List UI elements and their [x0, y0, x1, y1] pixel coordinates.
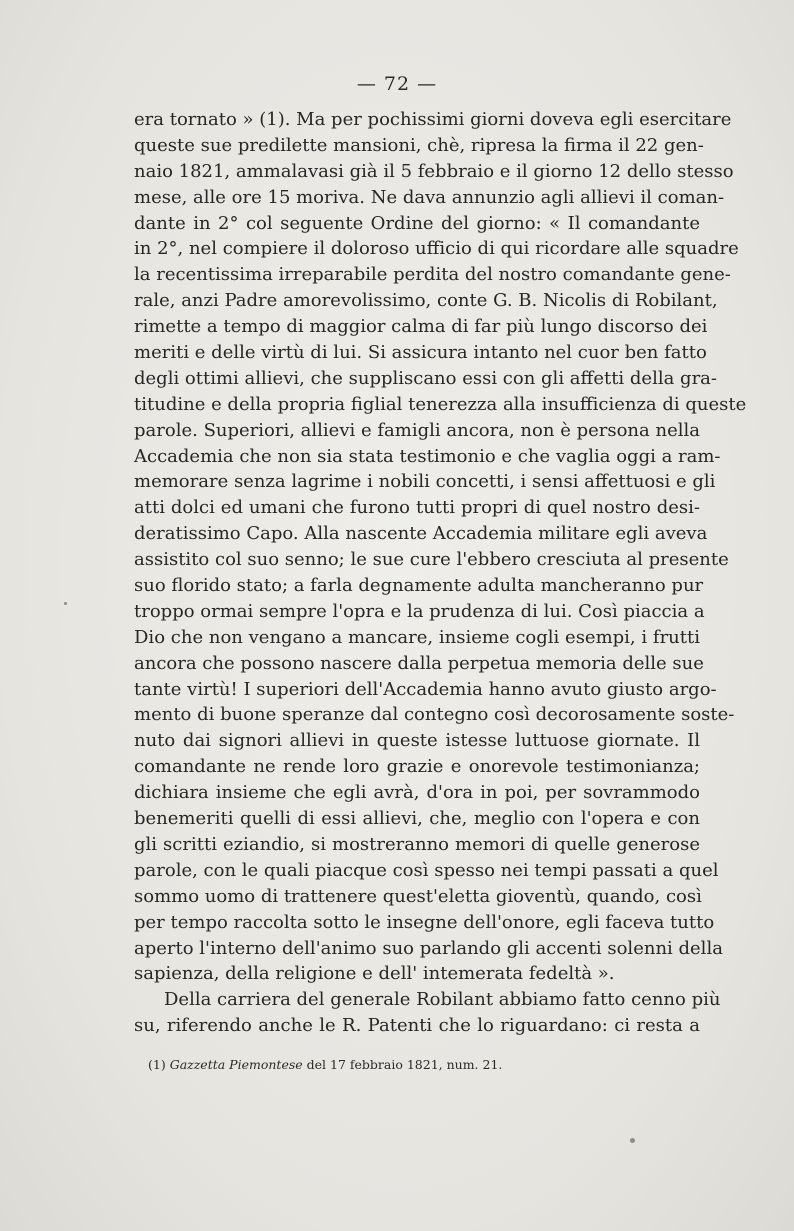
text-line: rale, anzi Padre amorevolissimo, conte G. B. Nicolis di Robilant, [134, 290, 718, 312]
text-line: sommo uomo di trattenere quest'eletta gioventù, quando, così [134, 885, 702, 907]
text-line: meriti e delle virtù di lui. Si assicura intanto nel cuor ben fatto [134, 342, 707, 364]
text-line: queste sue predilette mansioni, chè, ripresa la firma il 22 gen- [134, 134, 704, 156]
text-line: titudine e della propria figlial tenerezza alla insufficienza di queste [134, 393, 747, 415]
paper-speck [64, 602, 67, 605]
text-line: ancora che possono nascere dalla perpetua memoria delle sue [134, 652, 704, 674]
footnote [148, 1057, 708, 1072]
text-line: degli ottimi allievi, che suppliscano essi con gli affetti della gra- [134, 367, 717, 389]
text-line: tante virtù! I superiori dell'Accademia hanno avuto giusto argo- [134, 678, 717, 700]
text-line: in 2°, nel compiere il doloroso ufficio di qui ricordare alle squadre [134, 238, 739, 260]
text-line: parole, con le quali piacque così spesso nei tempi passati a quel [134, 859, 719, 881]
footnote-text: del 17 febbraio 1821, num. 21. [306, 1057, 503, 1072]
body-text [134, 107, 747, 1039]
text-line: Accademia che non sia stata testimonio e che vaglia oggi a ram- [134, 445, 721, 467]
footnote-source: Gazzetta Piemontese [169, 1057, 303, 1072]
text-line: atti dolci ed umani che furono tutti propri di quel nostro desi- [134, 497, 700, 519]
text-line: comandante ne rende loro grazie e onorevole testimonianza; [134, 756, 700, 778]
text-line: mese, alle ore 15 moriva. Ne dava annunzio agli allievi il coman- [134, 186, 725, 208]
text-line: deratissimo Capo. Alla nascente Accademia militare egli aveva [134, 523, 708, 545]
text-line: suo florido stato; a farla degnamente adulta mancheranno pur [134, 575, 704, 597]
text-line: gli scritti eziandio, si mostreranno memori di quelle generose [134, 833, 700, 855]
text-line: mento di buone speranze dal contegno così decorosamente soste- [134, 704, 735, 726]
text-line: memorare senza lagrime i nobili concetti, i sensi affettuosi e gli [134, 471, 716, 493]
text-line: era tornato » (1). Ma per pochissimi giorni doveva egli esercitare [134, 109, 732, 130]
text-line: naio 1821, ammalavasi già il 5 febbraio e il giorno 12 dello stesso [134, 160, 734, 182]
text-line: Dio che non vengano a mancare, insieme cogli esempi, i frutti [134, 626, 700, 648]
text-line: troppo ormai sempre l'opra e la prudenza di lui. Così piaccia a [134, 600, 705, 622]
text-line: su, riferendo anche le R. Patenti che lo riguardano: ci resta a [134, 1015, 700, 1037]
page-number: — 72 — [356, 73, 438, 95]
text-line: parole. Superiori, allievi e famigli ancora, non è persona nella [134, 419, 700, 441]
text-line: dichiara insieme che egli avrà, d'ora in poi, per sovrammodo [134, 782, 700, 804]
text-line: la recentissima irreparabile perdita del nostro comandante gene- [134, 264, 731, 286]
text-line: sapienza, della religione e dell' intemerata fedeltà ». [134, 963, 615, 985]
text-line: nuto dai signori allievi in queste istesse luttuose giornate. Il [134, 730, 700, 752]
text-line: rimette a tempo di maggior calma di far più lungo discorso dei [134, 316, 708, 338]
text-line: dante in 2° col seguente Ordine del giorno: « Il comandante [134, 212, 700, 234]
text-line: per tempo raccolta sotto le insegne dell'onore, egli faceva tutto [134, 911, 715, 933]
footnote-marker: (1) [148, 1057, 166, 1072]
text-line: benemeriti quelli di essi allievi, che, meglio con l'opera e con [134, 808, 700, 830]
text-line: Della carriera del generale Robilant abbiamo fatto cenno più [164, 989, 721, 1011]
text-line: assistito col suo senno; le sue cure l'ebbero cresciuta al presente [134, 549, 729, 571]
paper-speck [630, 1138, 635, 1143]
text-line: aperto l'interno dell'animo suo parlando gli accenti solenni della [134, 937, 723, 959]
